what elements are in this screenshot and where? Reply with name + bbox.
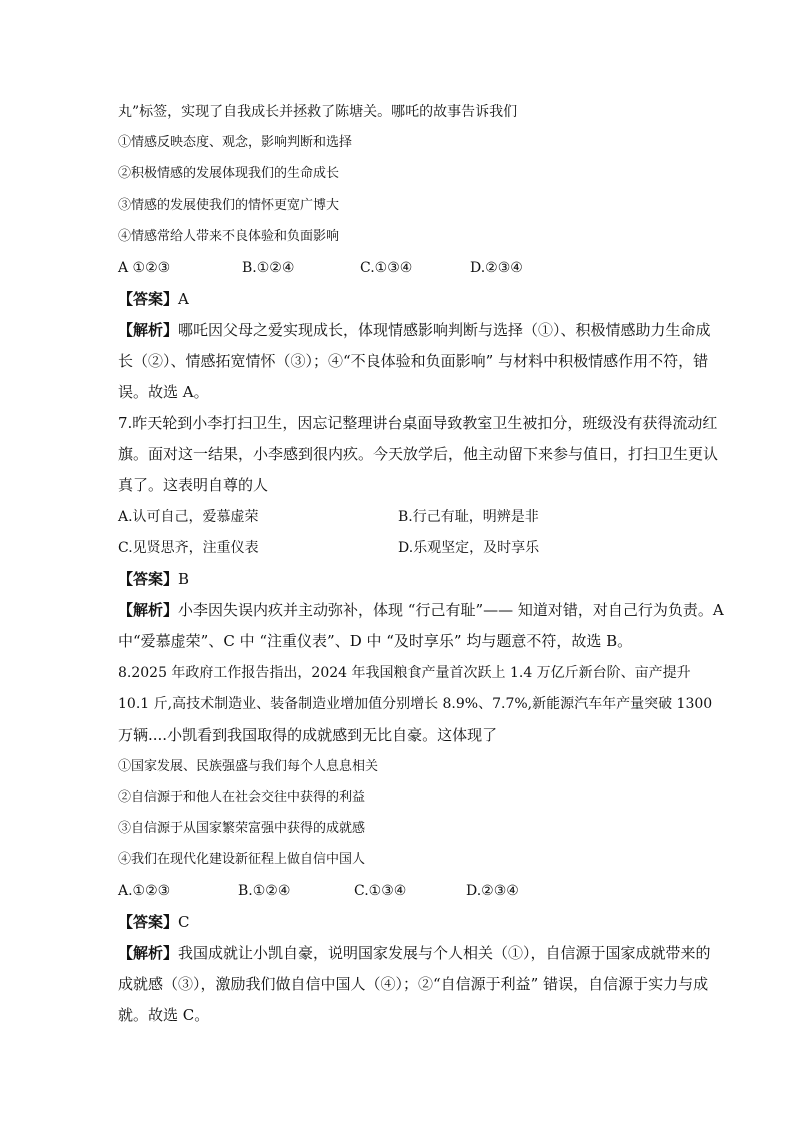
q6-analysis-line-2: 长（②）、情感拓宽情怀（③）；④“不良体验和负面影响” 与材料中积极情感作用不符，错 [118,352,709,370]
q7-option-b: B.行己有耻，明辨是非 [398,509,539,525]
answer-tag: 【答案】 [118,913,179,931]
q6-analysis-line-3: 误。故选 A。 [118,383,209,401]
q7-stem-line-2: 旗。面对这一结果，小李感到很内疚。今天放学后，他主动留下来参与值日，打扫卫生更认 [118,445,719,463]
q7-analysis-line-1: 【解析】小李因失误内疚并主动弥补，体现 “行己有耻”—— 知道对错，对自己行为负责。A [118,601,724,619]
q8-stem-line-2: 10.1 斤,高技术制造业、装备制造业增加值分别增长 8.9%、7.7%,新能源汽车年产量突破 1300 [118,696,713,712]
answer-value: C [178,913,190,931]
analysis-tag: 【解析】 [118,321,179,339]
q8-statement-3: ③自信源于从国家繁荣富强中获得的成就感 [118,821,366,836]
q6-statement-2: ②积极情感的发展体现我们的生命成长 [118,166,340,181]
q6-option-a: A ①②③ [118,260,171,276]
q6-answer [118,290,698,308]
q7-option-d: D.乐观坚定，及时享乐 [398,540,540,556]
q8-stem-line-1: 8.2025 年政府工作报告指出，2024 年我国粮食产量首次跃上 1.4 万亿斤新台阶、亩产提升 [118,665,691,681]
q8-statement-2: ②自信源于和他人在社会交往中获得的利益 [118,790,366,805]
answer-value: A [178,290,189,308]
q7-stem-line-1: 7.昨天轮到小李打扫卫生，因忘记整理讲台桌面导致教室卫生被扣分，班级没有获得流动红 [118,414,718,432]
q8-analysis-line-1: 【解析】我国成就让小凯自豪，说明国家发展与个人相关（①），自信源于国家成就带来的 [118,944,711,962]
q8-option-b: B.①②④ [238,883,291,899]
q7-stem-line-3: 真了。这表明自尊的人 [118,476,269,494]
q7-analysis-line-2: 中“爱慕虚荣”、C 中 “注重仪表”、D 中 “及时享乐” 均与题意不符，故选 B。 [118,632,633,650]
q6-stem-end: 丸”标签，实现了自我成长并拯救了陈塘关。哪吒的故事告诉我们 [118,104,518,120]
analysis-tag: 【解析】 [118,944,179,962]
q6-statement-1: ①情感反映态度、观念，影响判断和选择 [118,135,353,150]
q6-option-b: B.①②④ [242,260,295,276]
q6-statement-3: ③情感的发展使我们的情怀更宽广博大 [118,198,340,213]
answer-tag: 【答案】 [118,290,179,308]
q7-options-row-1 [118,508,698,526]
q8-stem-line-3: 万辆....小凯看到我国取得的成就感到无比自豪。这体现了 [118,726,498,744]
q6-option-d: D.②③④ [470,260,523,276]
analysis-tag: 【解析】 [118,601,179,619]
q8-option-a: A.①②③ [118,883,171,899]
q8-statement-1: ①国家发展、民族强盛与我们每个人息息相关 [118,759,379,774]
answer-value: B [178,570,190,588]
q8-options [118,882,698,900]
q8-analysis-line-3: 就。故选 C。 [118,1006,210,1024]
q8-analysis-line-2: 成就感（③），激励我们做自信中国人（④）；②“自信源于利益” 错误，自信源于实力与成 [118,975,709,993]
q8-statement-4: ④我们在现代化建设新征程上做自信中国人 [118,852,366,867]
q6-analysis-line-1: 【解析】哪吒因父母之爱实现成长，体现情感影响判断与选择（①）、积极情感助力生命成 [118,321,711,339]
q8-option-d: D.②③④ [466,883,519,899]
q7-option-c: C.见贤思齐，注重仪表 [118,540,259,556]
q8-option-c: C.①③④ [354,883,407,899]
q7-option-a: A.认可自己，爱慕虚荣 [118,509,259,525]
answer-tag: 【答案】 [118,570,179,588]
q8-answer [118,913,698,931]
q6-option-c: C.①③④ [360,260,413,276]
q6-options [118,259,698,277]
q7-options-row-2 [118,539,698,557]
q6-statement-4: ④情感常给人带来不良体验和负面影响 [118,229,340,244]
q7-answer [118,570,698,588]
